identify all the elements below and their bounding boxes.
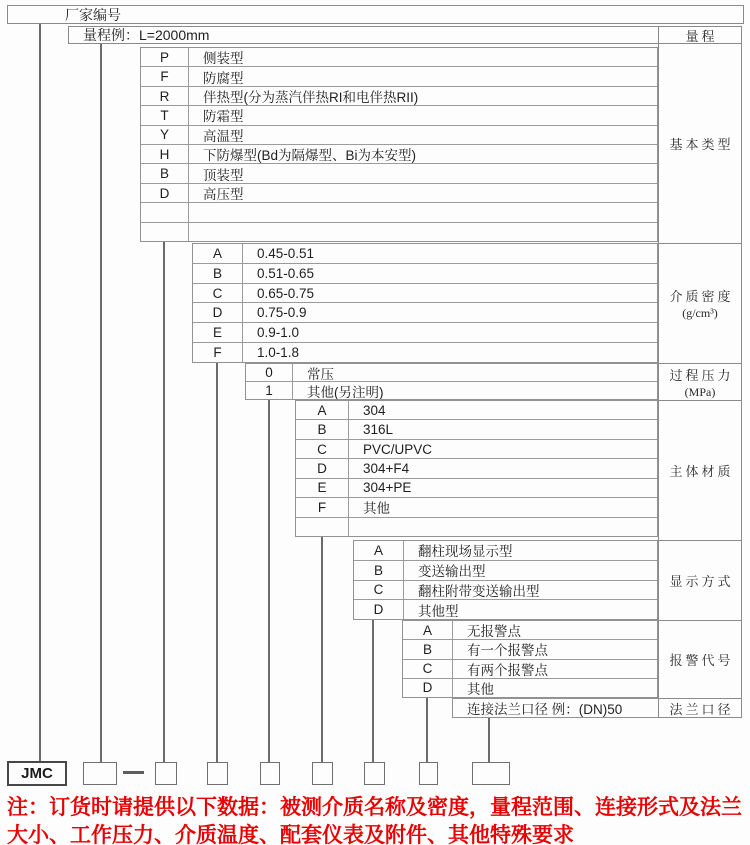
table-row — [141, 48, 657, 67]
row-desc: 有两个报警点 — [467, 662, 548, 678]
row-code: B — [193, 264, 243, 283]
row-desc: 其他(另注明) — [307, 384, 384, 399]
row-desc: 316L — [363, 422, 394, 438]
table-row — [296, 401, 657, 420]
row-code: D — [403, 679, 453, 697]
connector-line — [426, 697, 428, 762]
row-code: B — [296, 420, 349, 438]
row-code: Y — [141, 126, 189, 144]
row-code: B — [354, 561, 404, 580]
row-desc: 变送输出型 — [418, 564, 486, 580]
category-label-basic-type: 基本类型 — [659, 44, 741, 244]
row-desc — [189, 223, 657, 241]
row-desc: 其他 — [363, 501, 390, 517]
row-desc: 其他型 — [418, 603, 459, 619]
range-example-row — [68, 26, 658, 44]
table-row — [296, 420, 657, 439]
model-box-range — [83, 762, 117, 785]
table-row — [403, 679, 657, 697]
row-desc: 0.9-1.0 — [257, 325, 300, 341]
model-box-material — [312, 762, 333, 785]
row-code — [296, 518, 349, 536]
model-box-flange — [472, 762, 510, 785]
table-row — [246, 382, 657, 399]
table-row-empty — [141, 223, 657, 241]
connector-line — [100, 43, 102, 762]
row-desc: 0.45-0.51 — [257, 245, 315, 261]
order-note — [7, 794, 747, 845]
basic-type-table — [140, 47, 658, 242]
model-box-alarm — [419, 762, 438, 785]
table-row — [141, 145, 657, 164]
table-row — [403, 660, 657, 679]
row-code: C — [193, 284, 243, 303]
table-row — [403, 621, 657, 640]
row-desc: 有一个报警点 — [467, 643, 548, 659]
table-row — [193, 284, 657, 304]
row-desc: PVC/UPVC — [363, 441, 433, 457]
table-row — [193, 244, 657, 264]
row-desc: 其他 — [467, 681, 494, 697]
table-row — [296, 440, 657, 459]
row-code: E — [193, 323, 243, 342]
category-label-alarm: 报警代号 — [659, 621, 741, 699]
table-row — [141, 184, 657, 203]
table-row — [141, 87, 657, 106]
connector-line — [321, 536, 323, 762]
connector-line — [216, 362, 218, 762]
flange-size-text: 连接法兰口径 例：(DN)50 — [467, 702, 623, 717]
category-label-flange: 法兰口径 — [669, 702, 734, 717]
table-row — [141, 126, 657, 145]
connector-line — [163, 241, 165, 762]
category-label-material: 主体材质 — [659, 401, 741, 541]
category-label-display: 显示方式 — [659, 541, 741, 621]
row-desc: 常压 — [307, 366, 334, 381]
row-code: R — [141, 87, 189, 105]
category-label-density: 介质密度 (g/cm³) — [659, 244, 741, 364]
row-desc: 0.65-0.75 — [257, 285, 315, 301]
table-row — [141, 164, 657, 183]
row-code: D — [296, 459, 349, 477]
row-desc: 304 — [363, 402, 386, 418]
row-code: B — [403, 640, 453, 658]
row-desc: 0.75-0.9 — [257, 305, 307, 321]
row-desc: 翻柱附带变送输出型 — [418, 583, 540, 599]
material-table — [295, 400, 658, 537]
model-box-pressure — [260, 762, 280, 785]
row-desc: 下防爆型(Bd为隔爆型、Bi为本安型) — [203, 148, 417, 164]
model-separator-dash — [123, 771, 144, 774]
row-code: T — [141, 106, 189, 124]
row-code: C — [403, 660, 453, 678]
table-row-empty — [141, 203, 657, 222]
row-desc: 304+PE — [363, 480, 412, 496]
table-row-empty — [296, 518, 657, 536]
row-code — [141, 203, 189, 221]
table-row — [246, 364, 657, 382]
pressure-table — [245, 363, 658, 400]
row-desc: 1.0-1.8 — [257, 345, 300, 361]
row-code: F — [141, 67, 189, 85]
category-label-pressure: 过程压力 (MPa) — [659, 364, 741, 401]
row-desc: 翻柱现场显示型 — [418, 544, 513, 560]
row-code: F — [296, 498, 349, 516]
row-code: A — [193, 244, 243, 263]
alarm-code-table — [402, 620, 658, 698]
row-desc: 伴热型(分为蒸汽伴热RI和电伴热RII) — [203, 90, 419, 106]
table-row — [141, 106, 657, 125]
connector-line — [39, 23, 41, 762]
connector-line — [268, 399, 270, 762]
factory-code-box — [7, 5, 744, 24]
table-row — [296, 479, 657, 498]
row-code — [141, 223, 189, 241]
table-row — [354, 581, 657, 601]
row-code: A — [354, 541, 404, 560]
row-code: A — [296, 401, 349, 419]
table-row — [141, 67, 657, 86]
row-code: P — [141, 48, 189, 66]
row-desc: 侧装型 — [203, 51, 244, 67]
display-mode-table — [353, 540, 658, 620]
table-row — [354, 600, 657, 619]
row-code: D — [354, 600, 404, 619]
order-note-line2: 大小、工作压力、介质温度、配套仪表及附件、其他特殊要求 — [7, 824, 574, 845]
model-prefix-box: JMC — [7, 761, 67, 786]
table-row — [296, 498, 657, 517]
row-desc: 防霜型 — [203, 109, 244, 125]
range-example-text: 量程例：L=2000mm — [83, 27, 210, 43]
row-code: E — [296, 479, 349, 497]
table-row — [193, 323, 657, 343]
model-box-display — [364, 762, 385, 785]
row-code: 0 — [246, 364, 293, 381]
factory-code-label: 厂家编号 — [65, 6, 121, 23]
row-desc: 防腐型 — [203, 70, 244, 86]
row-code: D — [141, 184, 189, 202]
row-code: C — [354, 581, 404, 600]
model-box-basic-type — [155, 762, 177, 785]
connector-line — [488, 717, 490, 762]
row-desc — [349, 518, 657, 536]
row-code: C — [296, 440, 349, 458]
table-row — [193, 264, 657, 284]
row-desc: 304+F4 — [363, 460, 410, 476]
row-desc — [189, 203, 657, 221]
row-code: F — [193, 343, 243, 362]
row-code: A — [403, 621, 453, 639]
category-label-column — [658, 26, 742, 718]
table-row — [403, 640, 657, 659]
order-note-line1: 注：订货时请提供以下数据：被测介质名称及密度，量程范围、连接形式及法兰 — [7, 796, 742, 819]
row-code: 1 — [246, 382, 293, 399]
row-desc: 顶装型 — [203, 167, 244, 183]
row-desc: 高压型 — [203, 187, 244, 203]
row-desc: 高温型 — [203, 128, 244, 144]
category-label-range: 量程 — [659, 27, 741, 44]
density-table — [192, 243, 658, 363]
row-code: H — [141, 145, 189, 163]
table-row — [354, 561, 657, 581]
table-row — [193, 343, 657, 362]
table-row — [193, 303, 657, 323]
row-code: D — [193, 303, 243, 322]
model-box-density — [207, 762, 228, 785]
row-desc: 0.51-0.65 — [257, 265, 315, 281]
row-desc: 无报警点 — [467, 624, 521, 640]
table-row — [296, 459, 657, 478]
flange-size-row — [452, 698, 658, 718]
connector-line — [372, 619, 374, 762]
row-code: B — [141, 164, 189, 182]
table-row — [354, 541, 657, 561]
